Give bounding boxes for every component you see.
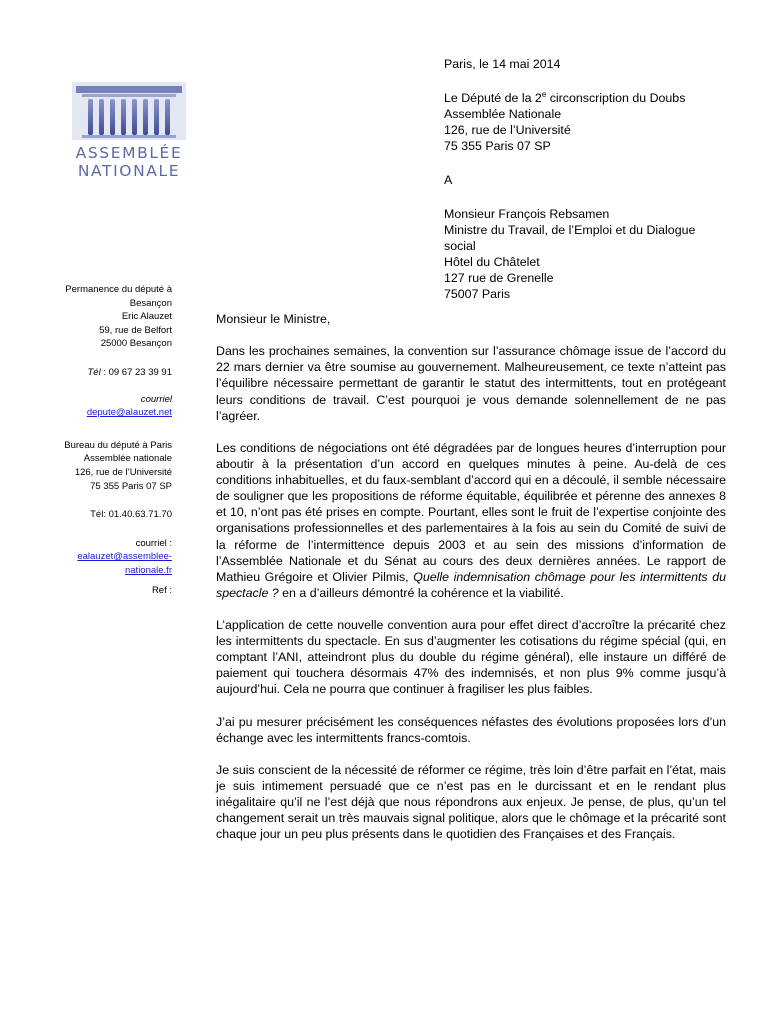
sidebar-line: 126, rue de l’Université	[74, 466, 172, 478]
paragraph-5: Je suis conscient de la nécessité de réformer ce régime, très loin d’être parfait en l’état, mais je suis intimement persuadé que ce n’est pas en le durcissant et en le rendant plus inégalitaire qu’il ne l’est déjà que nous répondrons aux enjeux. Je pense, de plus, qu’un tel changement serait un très mauvais signal politique, alors que le chômage et la précarité sont chaque jour un peu plus présents dans le quotidien des Françaises et des Français.	[216, 763, 726, 842]
sender-line: 75 355 Paris 07 SP	[444, 139, 551, 153]
sidebar-line: Permanence du député à	[65, 284, 172, 295]
ref-label: Ref :	[151, 584, 172, 596]
sidebar-line: Bureau du député à Paris	[64, 439, 172, 451]
email-link-assemblee-2[interactable]: nationale.fr	[124, 564, 172, 576]
paragraph-2: Les conditions de négociations ont été dégradées par de longues heures d’interruption pour aboutir à la présentation d’un accord en quelques minutes à peine. Au-delà de ces conditions inhabituelles, et du faux-semblant d’accord qui en a découlé, il semble nécessaire de souligner que les propositions de réforme équitable, équilibrée et pérenne des annexes 8 et 10, n’ont pas été prises en compte. Pourtant, elles sont le fruit de l’expertise conjointe des organisations professionnelles et des parlementaires à la fois au sein du Comité de suivi de la réforme de l’intermittence depuis 2003 et au sein des missions d’information de l’Assemblée Nationale et du Sénat au cours des deux dernières années. Le rapport de Mathieu Grégoire et Olivier Pilmis, Quelle indemnisation chômage pour les intermittents du spectacle ? en a d’ailleurs démontré la cohérence et la viabilité.	[216, 440, 726, 600]
courriel-label: courriel	[140, 393, 172, 405]
logo-text-assemblee: ASSEMBLÉE	[75, 144, 183, 162]
salutation: Monsieur le Ministre,	[216, 312, 331, 326]
letter-body	[216, 311, 726, 859]
assemblee-nationale-logo	[68, 80, 190, 180]
tel-value: : 09 67 23 39 91	[100, 366, 172, 378]
sidebar-tel	[40, 366, 172, 380]
paragraph-1: Dans les prochaines semaines, la convention sur l’assurance chômage issue de l’accord du 22 mars dernier va être soumise au gouvernement. Malheureusement, ce texte n’atteint pas l’équilibre nécessaire permettant de garantir le statut des intermittents, tout en protégeant leurs conditions de travail. C’est pourquoi je vous demande solennellement de ne pas l’agréer.	[216, 344, 726, 423]
recipient-line: 127 rue de Grenelle	[444, 271, 554, 285]
email-link-assemblee-1[interactable]: ealauzet@assemblee-	[77, 551, 172, 563]
sidebar-line: Assemblée nationale	[83, 453, 172, 465]
report-title: Quelle indemnisation chômage pour les intermittents du spectacle ?	[216, 569, 726, 600]
recipient-line: 75007 Paris	[444, 287, 511, 301]
sidebar-line: Besançon	[129, 297, 172, 309]
paragraph-3: L’application de cette nouvelle convention aura pour effet direct d’accroître la précarité chez les intermittents du spectacle. En sus d’augmenter les cotisations du régime spécial (qui, en comptant l’ANI, atteindront plus du double du régime général), elle instaure un différé de paiement qui touchera désormais 47% des indemnisés, et non plus 9% comme jusqu’à aujourd’hui. Cela ne pourra que continuer à fragiliser les plus faibles.	[216, 618, 726, 697]
tel-label: Tél	[87, 366, 101, 378]
recipient-line: Hôtel du Châtelet	[444, 255, 540, 269]
paragraph-4: J’ai pu mesurer précisément les conséquences néfastes des évolutions proposées lors d’un échange avec les intermittents francs-comtois.	[216, 714, 726, 745]
sidebar-line: 75 355 Paris 07 SP	[90, 480, 172, 492]
letter-header	[444, 56, 744, 302]
sidebar-line: 25000 Besançon	[100, 338, 172, 350]
courriel-label-2: courriel :	[135, 537, 172, 549]
recipient-line: Monsieur François Rebsamen	[444, 207, 610, 221]
sender-line: 126, rue de l’Université	[444, 123, 571, 137]
sidebar-tel-paris: Tél: 01.40.63.71.70	[90, 509, 172, 521]
recipient-line: social	[444, 239, 476, 253]
sender-line: Assemblée Nationale	[444, 107, 562, 121]
email-link-alauzet[interactable]: depute@alauzet.net	[86, 407, 172, 419]
recipient-line: Ministre du Travail, de l’Emploi et du Dialogue	[444, 223, 696, 237]
a-label: A	[444, 173, 453, 187]
logo-text-nationale: NATIONALE	[77, 162, 181, 180]
sender-title: Le Député de la 2e circonscription du Doubs	[444, 90, 686, 105]
sidebar-line: 59, rue de Belfort	[99, 324, 172, 336]
parliament-building-icon	[68, 80, 190, 142]
sidebar-contact	[40, 283, 172, 597]
sidebar-line: Eric Alauzet	[121, 311, 172, 323]
letter-date: Paris, le 14 mai 2014	[444, 57, 561, 71]
